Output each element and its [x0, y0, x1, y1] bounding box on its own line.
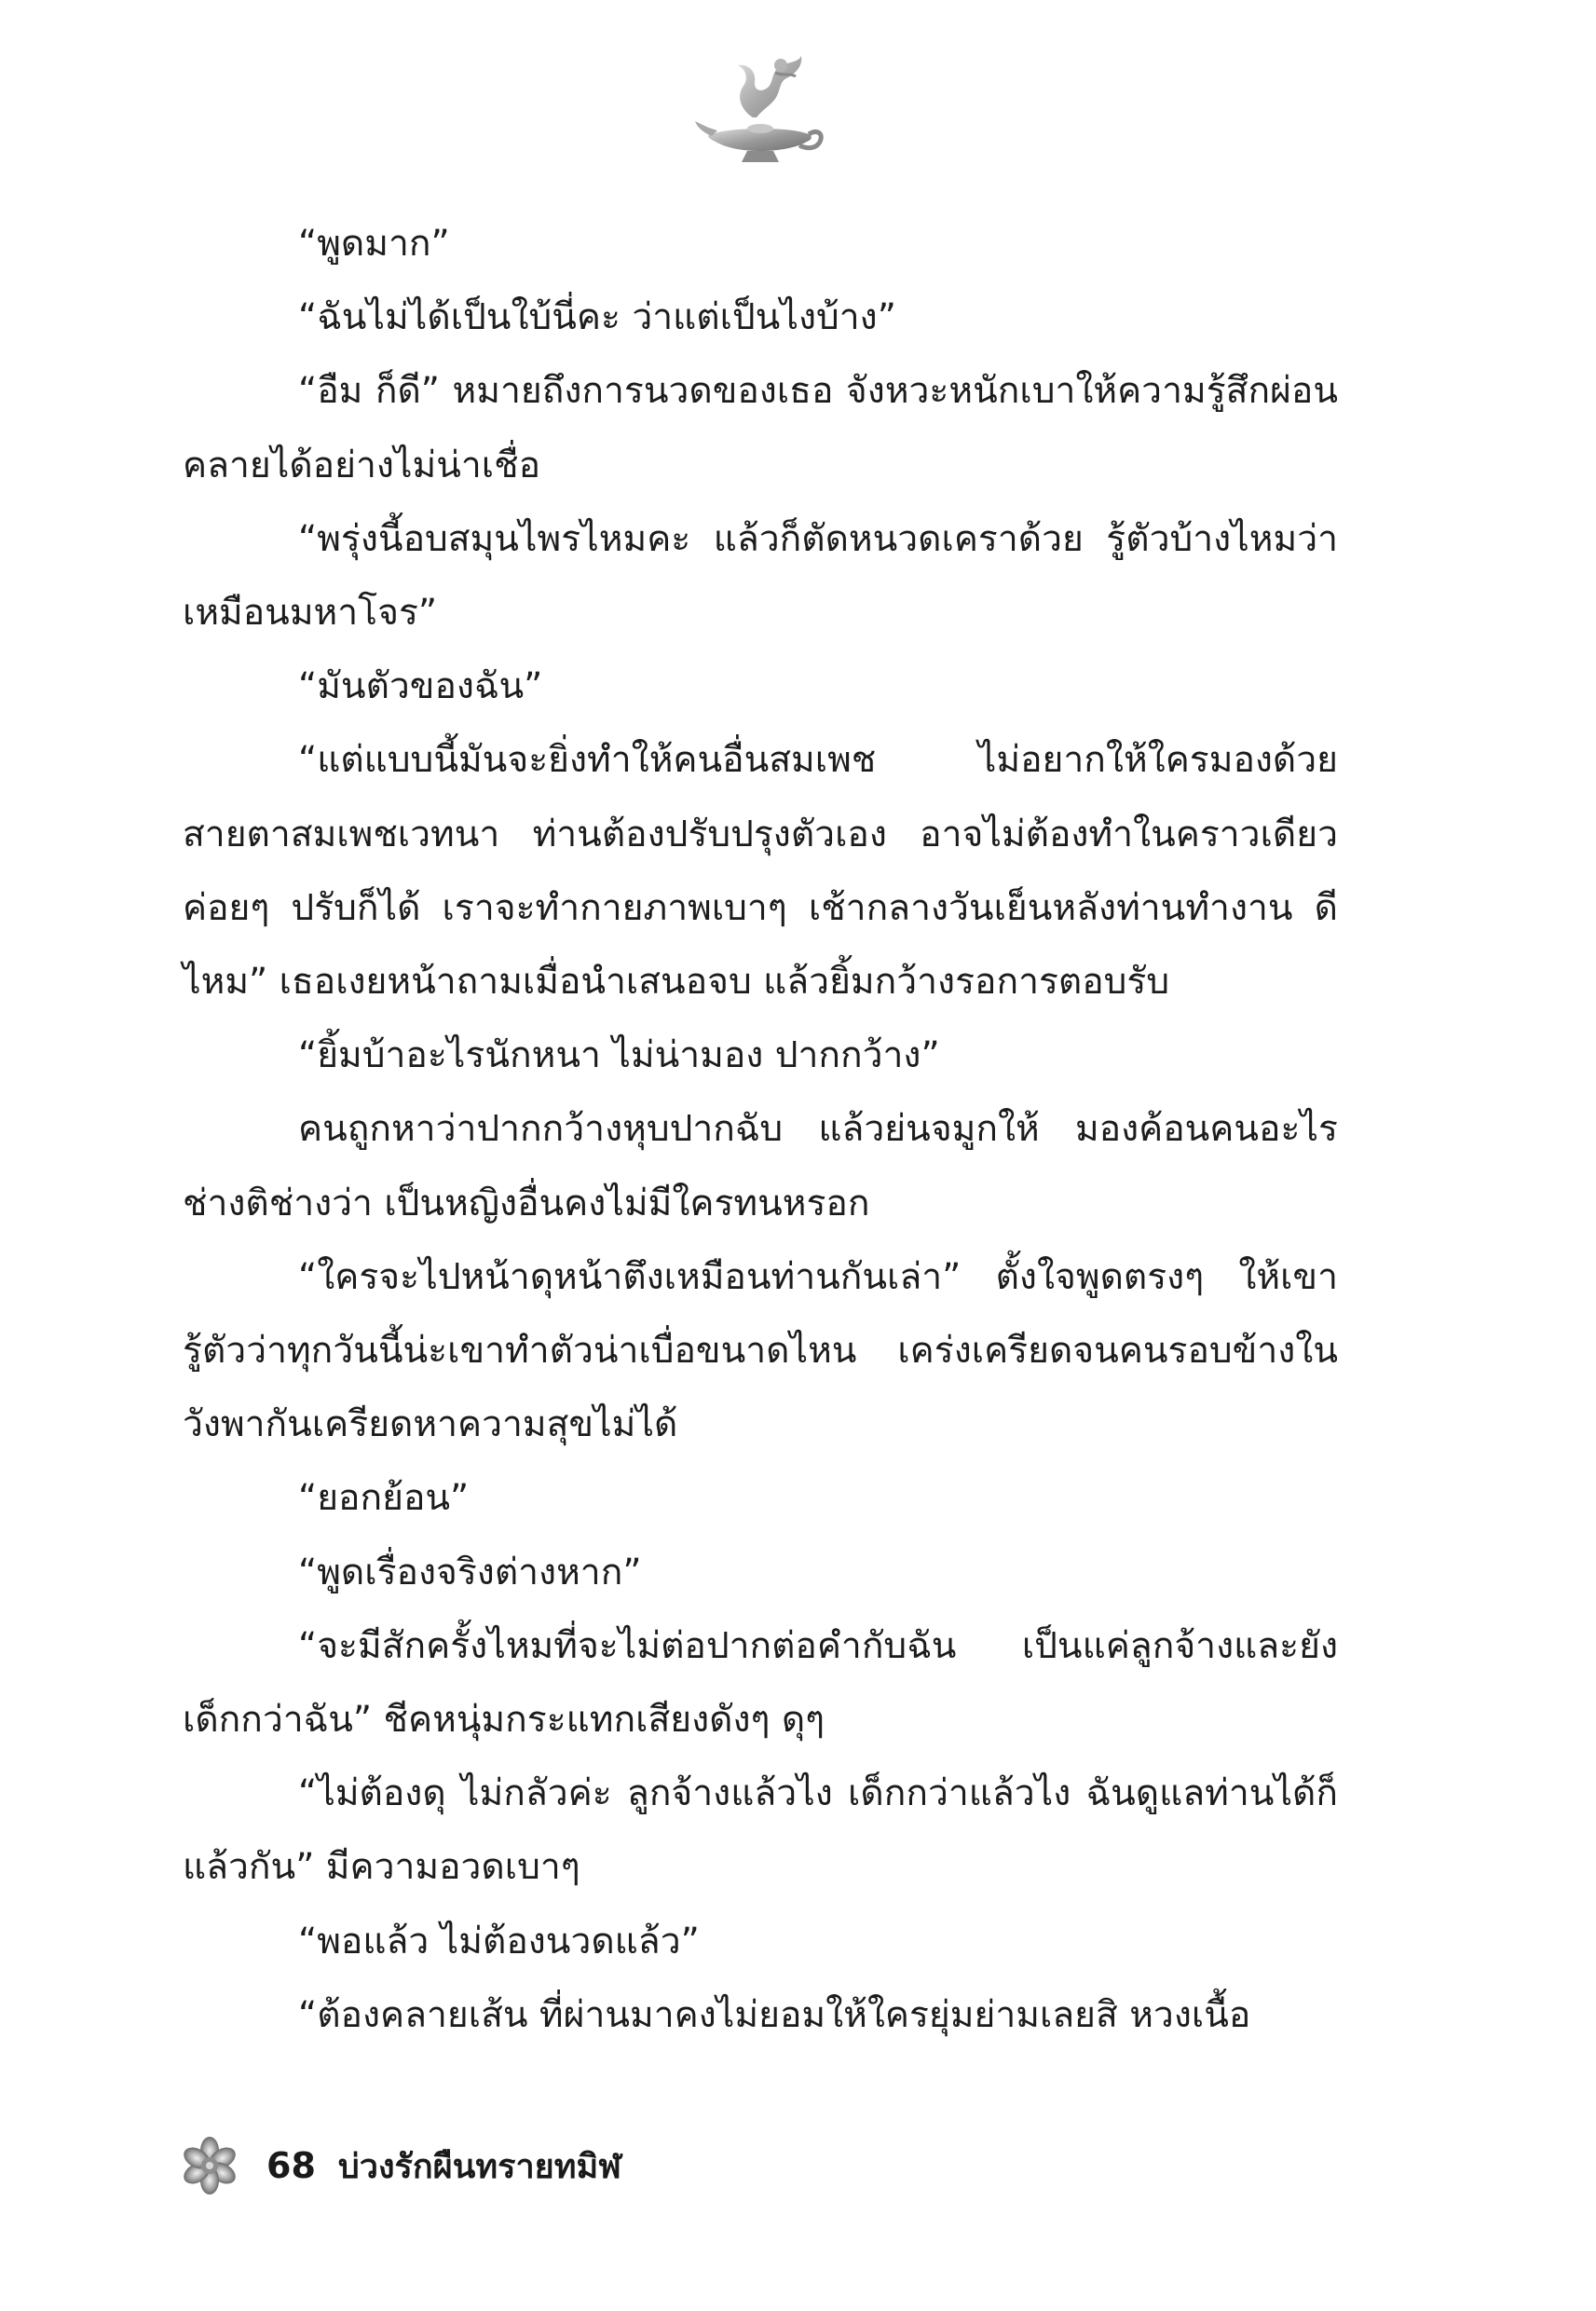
paragraph: “ฉันไม่ได้เป็นใบ้นี่คะ ว่าแต่เป็นไงบ้าง” [298, 296, 896, 339]
paragraph: “แต่แบบนี้มันจะยิ่งทำให้คนอื่นสมเพช ไม่อยากให้ใครมองด้วยสายตาสมเพชเวทนา ท่านต้องปรับปรุงตัวเอง อาจไม่ต้องทำในคราวเดียว ค่อยๆ ปรับก็ได้ เราจะทำกายภาพเบาๆ เช้ากลางวันเย็นหลังท่านทำงาน ดีไหม” เธอเงยหน้าถามเมื่อนำเสนอจบ แล้วยิ้มกว้างรอการตอบรับ [183, 739, 1338, 1004]
paragraph: “พรุ่งนี้อบสมุนไพรไหมคะ แล้วก็ตัดหนวดเคราด้วย รู้ตัวบ้างไหมว่าเหมือนมหาโจร” [183, 517, 1338, 635]
book-title: บ่วงรักผืนทรายทมิฬ [337, 2147, 621, 2186]
page-footer [179, 2126, 621, 2205]
paragraph: “ยิ้มบ้าอะไรนักหนา ไม่น่ามอง ปากกว้าง” [298, 1034, 940, 1077]
paragraph: “ต้องคลายเส้น ที่ผ่านมาคงไม่ยอมให้ใครยุ่มย่ามเลยสิ หวงเนื้อ [298, 1993, 1251, 2036]
paragraph: “จะมีสักครั้งไหมที่จะไม่ต่อปากต่อคำกับฉัน เป็นแค่ลูกจ้างและยังเด็กกว่าฉัน” ชีคหนุ่มกระแทกเสียงดังๆ ดุๆ [183, 1624, 1338, 1742]
paragraph: “พอแล้ว ไม่ต้องนวดแล้ว” [298, 1920, 700, 1962]
body-text [183, 207, 1338, 2052]
paragraph: “มันตัวของฉัน” [298, 665, 543, 708]
genie-lamp-icon [689, 45, 829, 175]
paragraph: “ยอกย้อน” [298, 1477, 470, 1520]
paragraph: “อืม ก็ดี” หมายถึงการนวดของเธอ จังหวะหนักเบาให้ความรู้สึกผ่อนคลายได้อย่างไม่น่าเชื่อ [183, 370, 1338, 486]
paragraph: “พูดมาก” [298, 223, 450, 265]
paragraph: “พูดเรื่องจริงต่างหาก” [298, 1551, 642, 1593]
page-number: 68 [266, 2145, 316, 2186]
paragraph: คนถูกหาว่าปากกว้างหุบปากฉับ แล้วย่นจมูกให้ มองค้อนคนอะไรช่างติช่างว่า เป็นหญิงอื่นคงไม่มีใครทนหรอก [183, 1108, 1338, 1224]
paragraph: “ใครจะไปหน้าดุหน้าตึงเหมือนท่านกันเล่า” ตั้งใจพูดตรงๆ ให้เขารู้ตัวว่าทุกวันนี้น่ะเขาทำตัวน่าเบื่อขนาดไหน เคร่งเครียดจนคนรอบข้างในวังพากันเครียดหาความสุขไม่ได้ [183, 1255, 1338, 1446]
paragraph: “ไม่ต้องดุ ไม่กลัวค่ะ ลูกจ้างแล้วไง เด็กกว่าแล้วไง ฉันดูแลท่านได้ก็แล้วกัน” มีความอวดเบาๆ [183, 1772, 1338, 1889]
flower-icon [179, 2135, 240, 2196]
